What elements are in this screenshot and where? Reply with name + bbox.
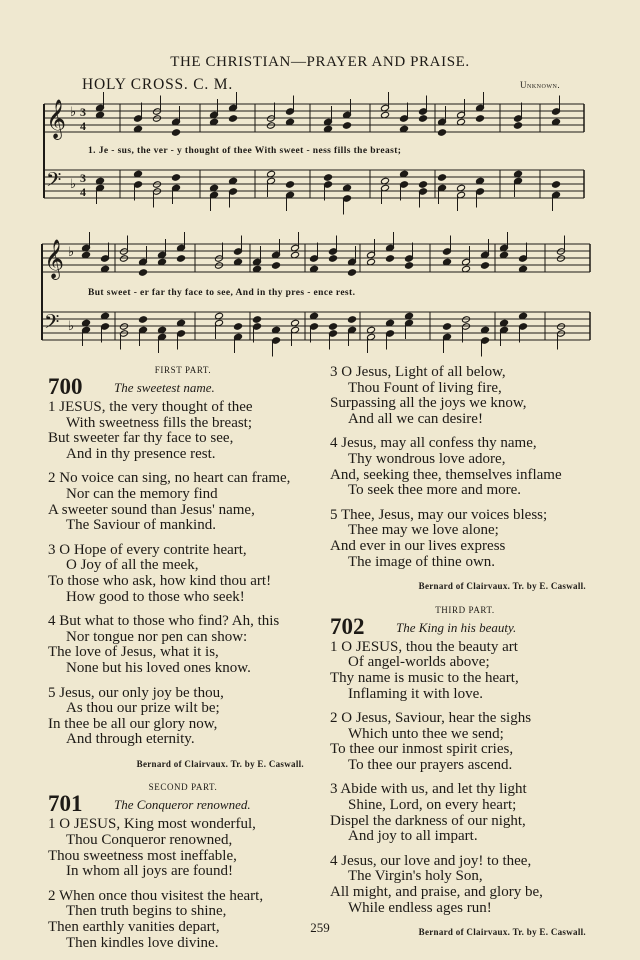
stanza [48,686,318,748]
hymn-702-stanzas [330,640,600,917]
stanza [330,436,600,498]
stanza-line: Shine, Lord, on every heart; [348,797,517,814]
hymn-701-stanzas-b [330,365,600,570]
stanza-line: Thou Conqueror renowned, [66,832,233,849]
stanza-line: Then earthly vanities depart, [48,919,220,936]
stanza-line: The image of thine own. [348,553,496,570]
hymn-heading [48,376,318,400]
lyrics-line-2: But sweet - er far thy face to see, And in thy pres - ence rest. [88,288,356,298]
stanza [48,543,318,605]
page-header: THE CHRISTIAN—PRAYER AND PRAISE. [170,54,470,70]
stanza [48,400,318,462]
svg-text:3: 3 [80,171,86,185]
stanza-line: How good to those who seek! [66,588,245,605]
svg-text:3: 3 [80,105,86,119]
stanza-line: As thou our prize wilt be; [66,700,220,717]
stanza-line: And, seeking thee, themselves inflame [330,466,562,483]
hymn-heading [330,613,600,640]
lyrics-line-1: 1. Je - sus, the ver - y thought of thee With sweet - ness fills the breast; [88,146,402,156]
stanza-line: The Saviour of mankind. [66,517,216,534]
stanza-line: Dispel the darkness of our night, [330,812,526,829]
stanza-line: Thou sweetness most ineffable, [48,847,237,864]
stanza-line: 2 When once thou visitest the heart, [48,887,264,904]
stanza-line: 3 Abide with us, and let thy light [330,781,527,798]
part-label: THIRD PART. [435,604,495,615]
stanza [330,782,600,844]
stanza-line: A sweeter sound than Jesus' name, [48,501,255,518]
part-label: FIRST PART. [154,365,212,375]
stanza-line: 1 O JESUS, King most wonderful, [48,816,256,833]
hymn-attribution: Bernard of Clairvaux. Tr. by E. Caswall. [418,581,586,592]
stanza-line: In thee be all our glory now, [48,715,218,732]
stanza-line: Thou Fount of living fire, [348,379,502,396]
stanza-line: And joy to all impart. [348,828,478,845]
stanza-line: And all we can desire! [348,410,483,427]
svg-text:♭: ♭ [70,105,77,120]
svg-text:♭: ♭ [68,319,75,334]
page-number: 259 [310,920,330,935]
column-left [48,365,318,960]
hymn-attribution: Bernard of Clairvaux. Tr. by E. Caswall. [418,927,586,938]
stanza-line: 5 Thee, Jesus, may our voices bless; [330,506,548,523]
stanza-line: To those who ask, how kind thou art! [48,572,272,589]
stanza-line: The Virgin's holy Son, [348,868,483,885]
hymn-number: 700 [48,374,83,399]
stanza [330,508,600,570]
stanza-line: Nor tongue nor pen can show: [66,628,248,645]
stanza [330,711,600,773]
stanza [330,854,600,916]
music-score [0,0,640,360]
stanza-line: In whom all joys are found! [66,863,234,880]
stanza-line: And in thy presence rest. [66,445,216,462]
svg-text:♭: ♭ [68,245,75,260]
stanza-line: 3 O Hope of every contrite heart, [48,541,247,558]
stanza-line: 1 O JESUS, thou the beauty art [330,638,518,655]
hymn-subtitle: The King in his beauty. [396,619,517,635]
svg-text:𝄢: 𝄢 [44,310,60,338]
stanza-line: Thy wondrous love adore, [348,450,506,467]
stanza-line: All might, and praise, and glory be, [330,884,543,901]
stanza-line: 5 Jesus, our only joy be thou, [48,684,224,701]
stanza-line: Then truth begins to shine, [66,903,227,920]
stanza-line: And through eternity. [66,731,195,748]
stanza-line: 4 Jesus, our love and joy! to thee, [330,852,532,869]
stanza-line: 2 No voice can sing, no heart can frame, [48,470,291,487]
stanza-line: While endless ages run! [348,899,492,916]
svg-text:𝄞: 𝄞 [46,99,67,139]
stanza-line: Which unto thee we send; [348,725,504,742]
stanza-line: Nor can the memory find [66,485,218,502]
stanza-line: Surpassing all the joys we know, [330,395,527,412]
hymn-attribution: Bernard of Clairvaux. Tr. by E. Caswall. [136,758,304,769]
stanza-line: 3 O Jesus, Light of all below, [330,364,506,380]
hymn-number: 701 [48,791,83,817]
stanza [330,640,600,702]
stanza-line: Thy name is music to the heart, [330,669,519,686]
stanza-line: With sweetness fills the breast; [66,414,253,431]
stanza-line: Inflaming it with love. [348,685,483,702]
stanza-line: 4 Jesus, may all confess thy name, [330,435,537,452]
stanza [48,817,318,879]
hymn-number: 702 [330,613,365,639]
stanza-line: Then kindles love divine. [66,934,219,951]
svg-text:4: 4 [80,119,86,133]
stanza [48,614,318,676]
hymn-700-stanzas [48,400,318,748]
hymn-subtitle: The sweetest name. [114,380,215,395]
stanza-line: Thee may we love alone; [348,522,499,539]
part-label: SECOND PART. [148,782,218,793]
svg-text:♭: ♭ [70,177,77,192]
tune-composer: Unknown. [520,80,561,90]
stanza-line: 4 But what to those who find? Ah, this [48,613,280,630]
stanza-line: But sweeter far thy face to see, [48,430,234,447]
stanza-line: Of angel-worlds above; [348,654,490,671]
stanza-line: To thee our inmost spirit cries, [330,741,514,758]
stanza-line: 1 JESUS, the very thought of thee [48,399,253,415]
stanza-line: None but his loved ones know. [66,659,251,676]
svg-text:𝄢: 𝄢 [46,168,62,196]
tune-name: HOLY CROSS. C. M. [82,76,234,93]
hymn-heading [48,793,318,817]
svg-text:4: 4 [80,185,86,199]
stanza-line: To seek thee more and more. [348,482,522,499]
stanza-line: To thee our prayers ascend. [348,756,513,773]
stanza [330,365,600,427]
svg-text:𝄞: 𝄞 [44,239,65,279]
stanza [48,471,318,533]
column-right [330,365,600,951]
hymn-subtitle: The Conqueror renowned. [114,797,251,813]
stanza-line: 2 O Jesus, Saviour, hear the sighs [330,710,532,727]
stanza-line: And ever in our lives express [330,537,506,554]
stanza-line: O Joy of all the meek, [66,557,199,574]
stanza-line: The love of Jesus, what it is, [48,644,219,661]
